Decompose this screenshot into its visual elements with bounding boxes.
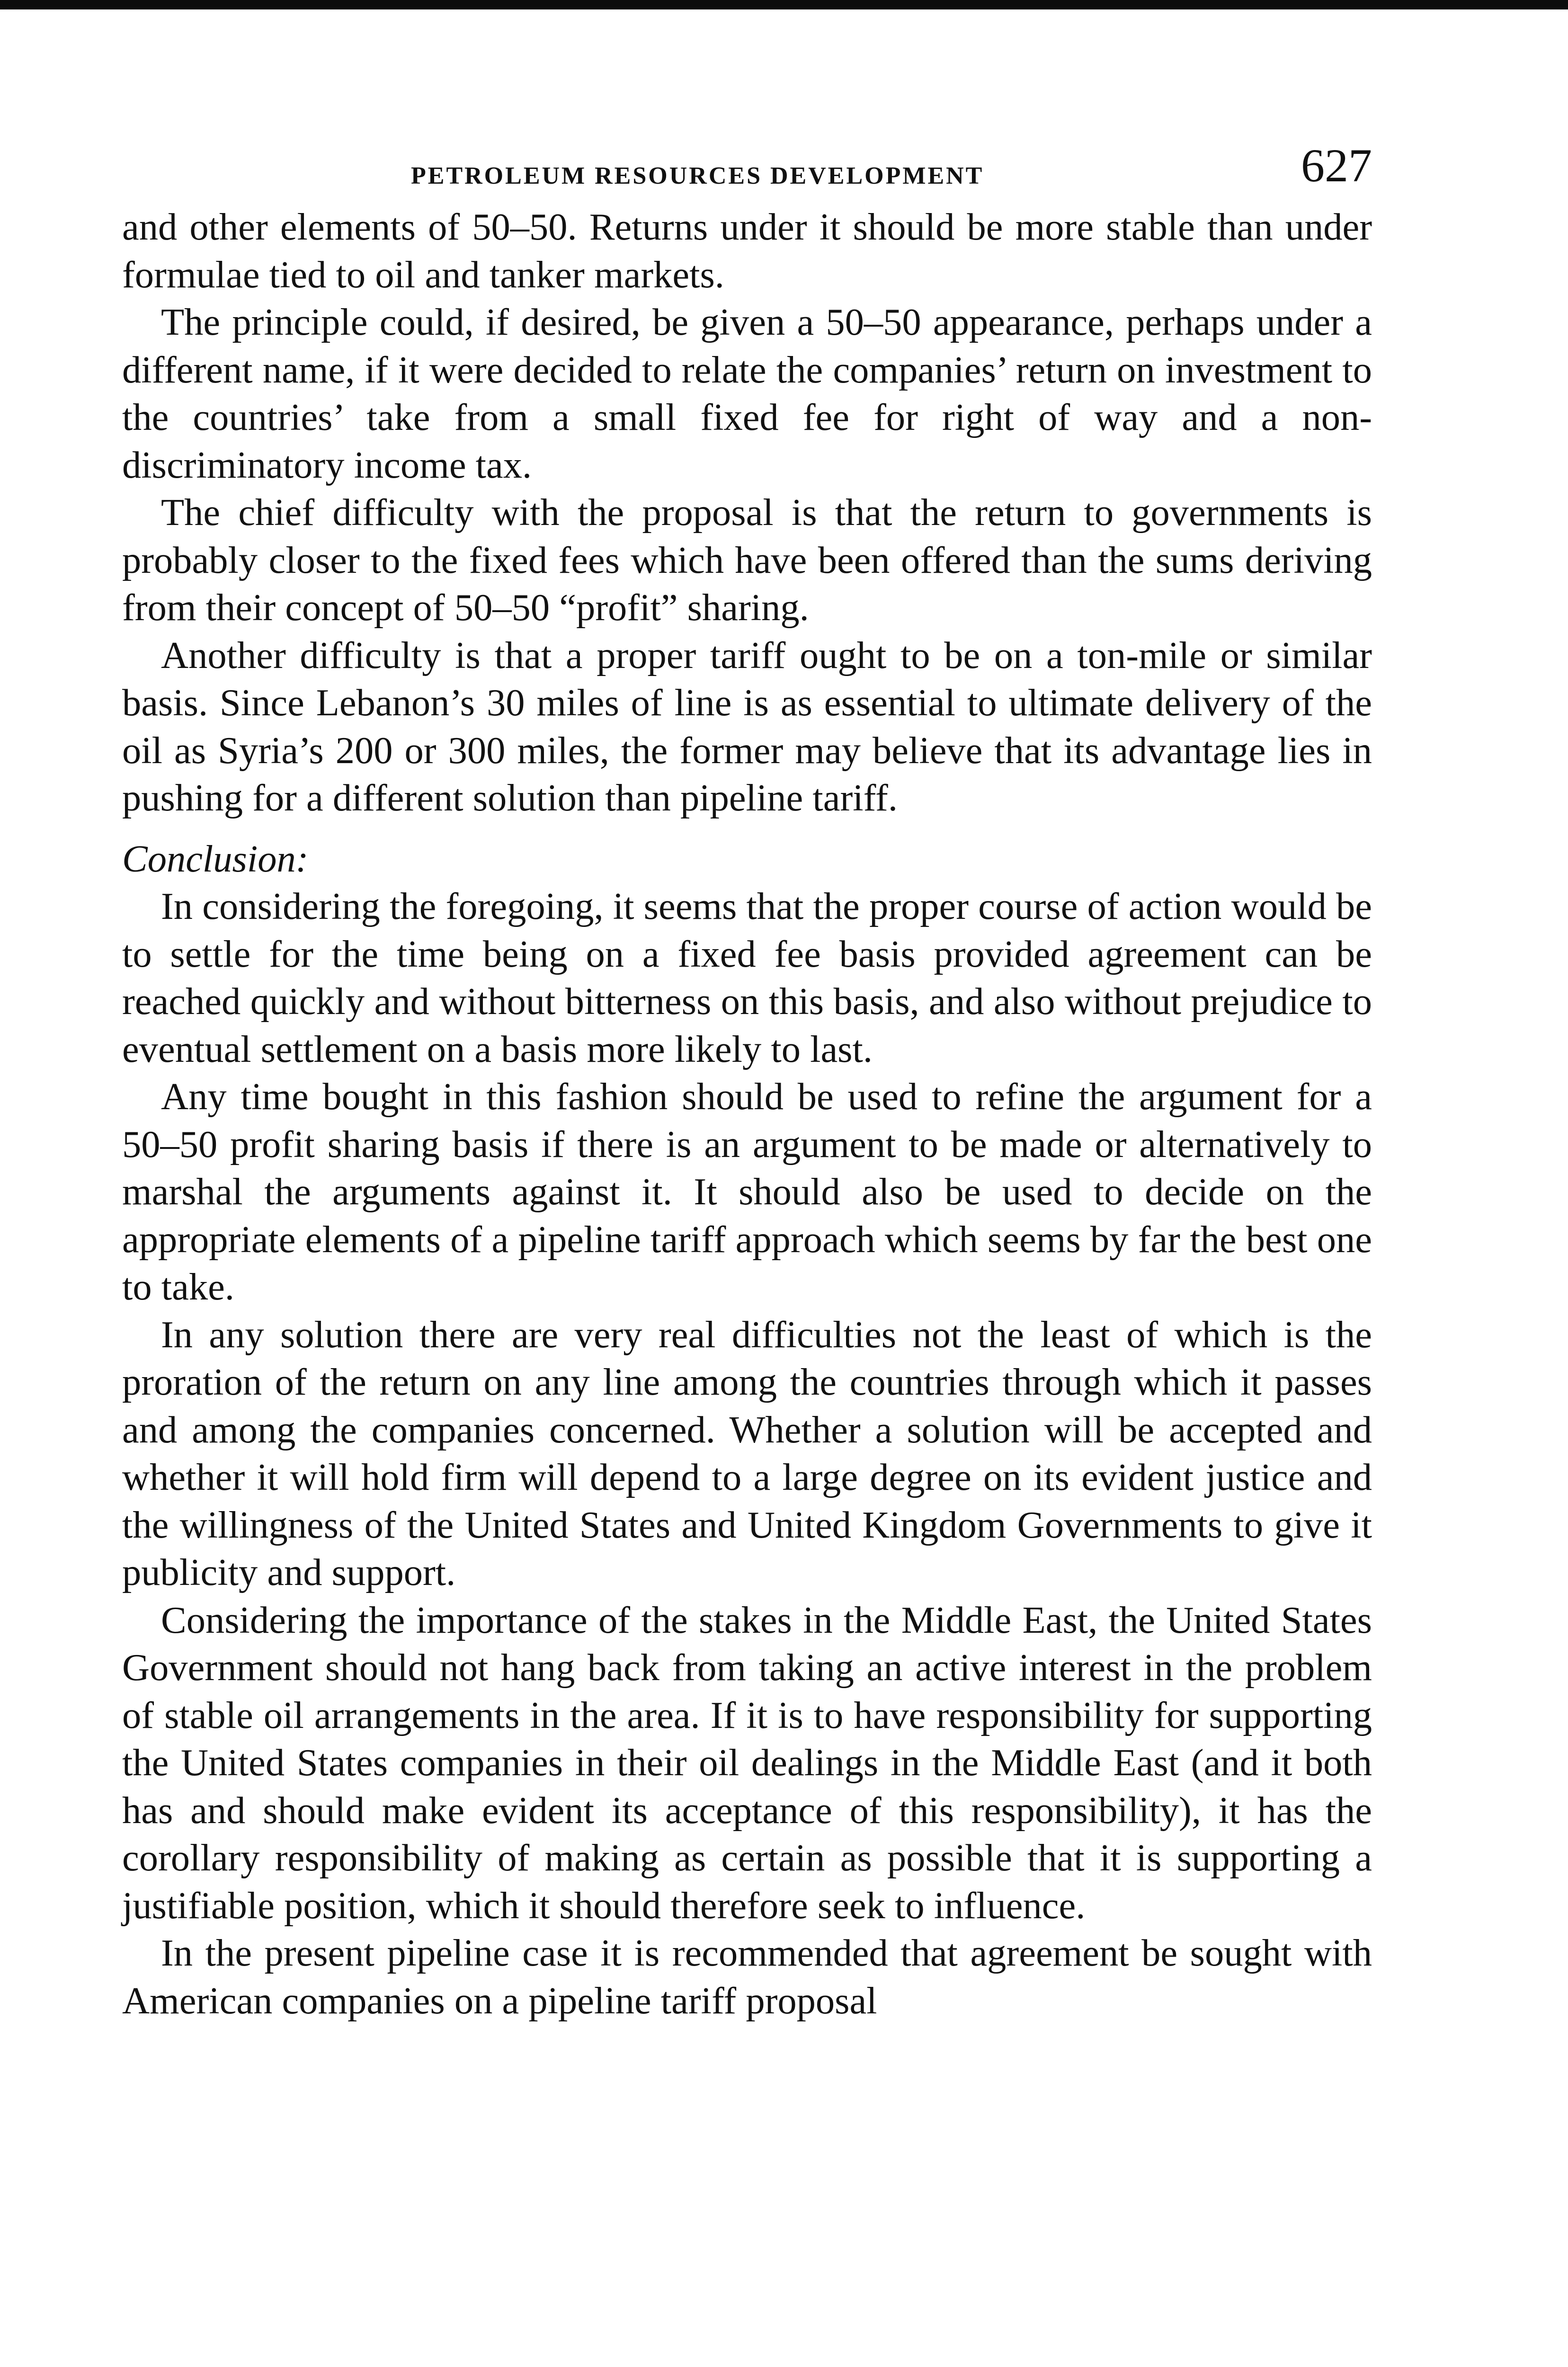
running-title: PETROLEUM RESOURCES DEVELOPMENT: [411, 162, 984, 189]
body-text: [122, 204, 1372, 2025]
paragraph: Considering the importance of the stakes in the Middle East, the United States Government should not hang back from taking an active interest in the problem of stable oil arrangements in the area. If it is to have responsibility for supporting the United States companies in their oil dealings in the Middle East (and it both has and should make evident its acceptance of this responsibility), it has the corollary responsibility of making as certain as possible that it is supporting a justifiable position, which it should therefore seek to influence.: [122, 1599, 1372, 1927]
paragraph: In considering the foregoing, it seems that the proper course of action would be to settle for the time being on a fixed fee basis provided agreement can be reached quickly and without bitterness on this basis, and also without prejudice to eventual settlement on a basis more likely to last.: [122, 885, 1372, 1070]
document-page: [122, 139, 1372, 2025]
paragraph: Another difficulty is that a proper tariff ought to be on a ton-mile or similar basis. Since Lebanon’s 30 miles of line is as essential to ultimate delivery of the oil as Syria’s 200 or 300 miles, the former may believe that its advantage lies in pushing for a different solution than pipeline tariff.: [122, 634, 1372, 819]
paragraph: The chief difficulty with the proposal is that the return to governments is probably closer to the fixed fees which have been offered than the sums deriving from their concept of 50–50 “profit” sharing.: [122, 491, 1372, 629]
section-heading-conclusion: Conclusion:: [122, 837, 309, 880]
paragraph: Any time bought in this fashion should be used to refine the argument for a 50–50 profit sharing basis if there is an argument to be made or alternatively to marshal the arguments against it. It should also be used to decide on the appropriate elements of a pipeline tariff approach which seems by far the best one to take.: [122, 1076, 1372, 1308]
paragraph: In any solution there are very real difficulties not the least of which is the proration of the return on any line among the countries through which it passes and among the companies concerned. Whether a solution will be accepted and whether it will hold firm will depend to a large degree on its evident justice and the willingness of the United States and United Kingdom Governments to give it publicity and support.: [122, 1313, 1372, 1593]
page-number: 627: [1301, 139, 1372, 192]
top-border-rule: [0, 0, 1568, 9]
paragraph: The principle could, if desired, be given a 50–50 appearance, perhaps under a different name, if it were decided to relate the companies’ return on investment to the countries’ take from a small fixed fee for right of way and a non-discriminatory income tax.: [122, 301, 1372, 486]
paragraph: In the present pipeline case it is recommended that agreement be sought with American companies on a pipeline tariff proposal: [122, 1932, 1372, 2022]
running-header: [122, 139, 1372, 204]
paragraph: and other elements of 50–50. Returns under it should be more stable than under formulae tied to oil and tanker markets.: [122, 206, 1372, 296]
